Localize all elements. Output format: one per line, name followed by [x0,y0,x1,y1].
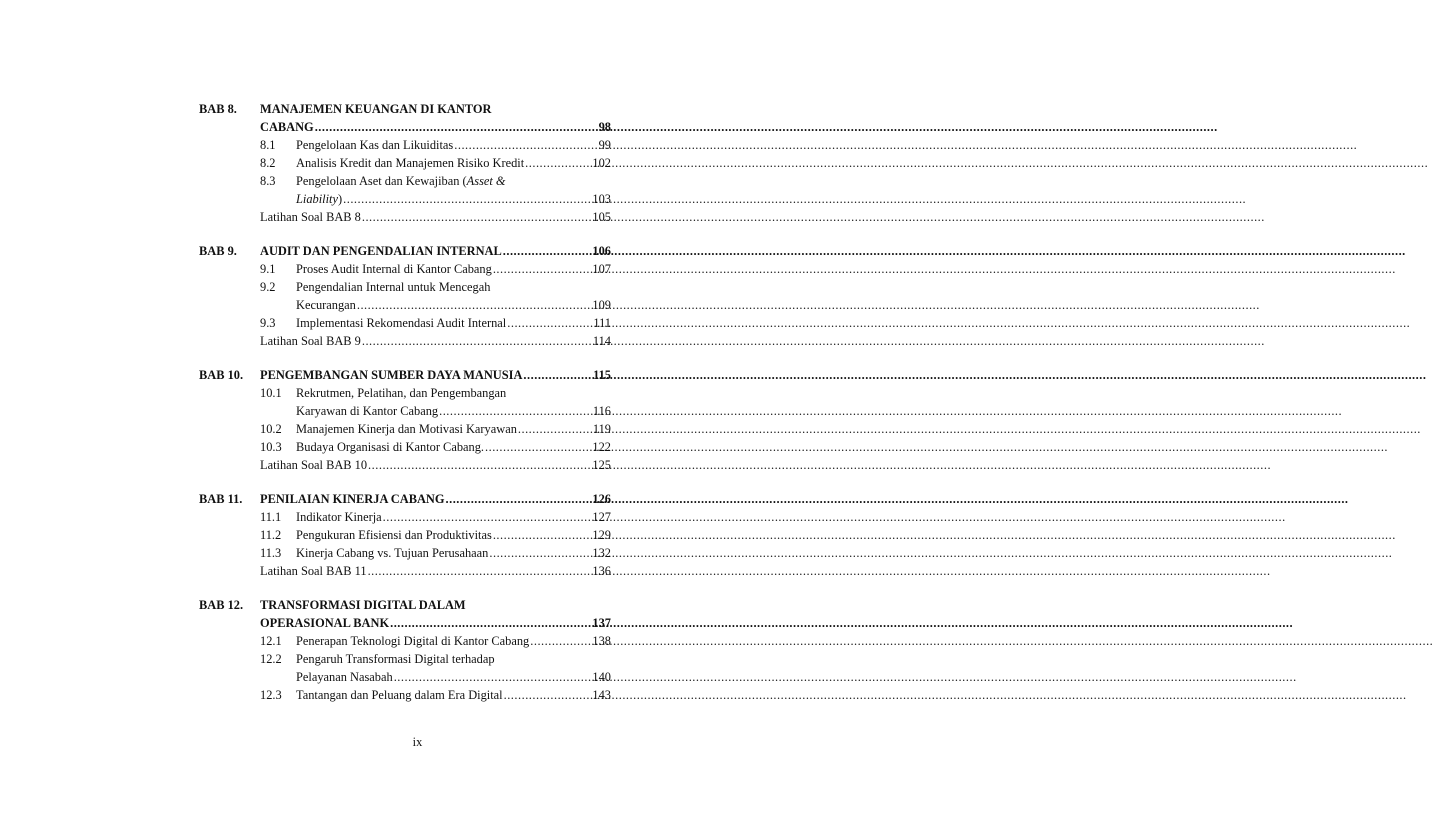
page-number: 129 [592,528,611,542]
page-number: 125 [592,458,611,472]
dot-leader [343,190,591,208]
page-number: 137 [592,616,611,630]
exercise-entry [260,332,611,350]
page-number: 115 [593,368,611,382]
chapter-heading [199,242,611,260]
section-number: 8.1 [260,138,276,152]
section-number: 9.1 [260,262,276,276]
section-number: 11.1 [260,510,282,524]
section-number: 12.3 [260,688,282,702]
page-number: 126 [592,492,611,506]
page-number: 107 [592,262,611,276]
chapter-heading [199,596,611,614]
chapter-bab-9 [199,242,611,350]
dot-leader [489,544,591,562]
chapter-label: BAB 10. [199,368,244,382]
exercise-title: Latihan Soal BAB 10 [260,458,368,472]
chapter-label: BAB 8. [199,102,237,116]
section-title: Pengaruh Transformasi Digital terhadap [296,652,495,666]
section-entry [260,154,611,172]
chapter-heading [199,490,611,508]
dot-leader [315,118,598,136]
section-entry [260,508,611,526]
section-number: 9.2 [260,280,276,294]
page-number: 109 [592,298,611,312]
page-number: 102 [592,156,611,170]
page-number: 127 [592,510,611,524]
section-title: Budaya Organisasi di Kantor Cabang. [296,440,485,454]
section-title-italic: Liability [296,192,338,206]
dot-leader [383,508,592,526]
section-title: Pengendalian Internal untuk Mencegah [296,280,491,294]
section-entry [260,314,611,332]
chapter-title: CABANG [260,120,314,134]
chapter-bab-12 [199,596,611,704]
chapter-bab-8 [199,100,611,226]
exercise-entry [260,456,611,474]
chapter-title: AUDIT DAN PENGENDALIAN INTERNAL [260,244,502,258]
dot-leader [357,296,592,314]
dot-leader [507,314,592,332]
dot-leader [368,456,591,474]
chapter-heading-continued [260,118,611,136]
section-number: 10.3 [260,440,282,454]
section-title: Pengelolaan Kas dan Likuiditas [296,138,454,152]
exercise-entry [260,562,611,580]
chapter-label: BAB 9. [199,244,237,258]
section-number: 12.2 [260,652,282,666]
dot-leader [394,668,592,686]
chapter-label: BAB 12. [199,598,244,612]
dot-leader [390,614,591,632]
chapter-heading [199,100,611,118]
page-number: 103 [592,192,611,206]
section-entry [260,384,611,402]
exercise-title: Latihan Soal BAB 8 [260,210,361,224]
section-entry [260,172,611,190]
dot-leader [485,438,591,456]
section-entry [260,544,611,562]
section-title: Kinerja Cabang vs. Tujuan Perusahaan [296,546,489,560]
exercise-title: Latihan Soal BAB 11 [260,564,367,578]
section-title: Pelayanan Nasabah [296,670,393,684]
dot-leader [504,686,592,704]
chapter-bab-10 [199,366,611,474]
section-title: Manajemen Kinerja dan Motivasi Karyawan [296,422,517,436]
dot-leader [362,332,592,350]
section-title: Tantangan dan Peluang dalam Era Digital [296,688,503,702]
section-entry [260,278,611,296]
page-number: 106 [592,244,611,258]
section-entry-continued [296,296,611,314]
section-entry [260,136,611,154]
section-number: 11.2 [260,528,282,542]
section-number: 10.2 [260,422,282,436]
section-number: 8.2 [260,156,276,170]
chapter-bab-11 [199,490,611,580]
page-folio: ix [412,735,423,749]
page-number: 138 [592,634,611,648]
section-number: 12.1 [260,634,282,648]
section-title: Kecurangan [296,298,356,312]
section-entry [260,438,611,456]
page-number: 105 [592,210,611,224]
page-number: 99 [598,138,611,152]
section-title: Implementasi Rekomendasi Audit Internal [296,316,507,330]
chapter-title: OPERASIONAL BANK [260,616,390,630]
page-number: 98 [598,120,611,134]
section-entry-continued [296,668,611,686]
dot-leader [503,242,592,260]
section-number: 11.3 [260,546,282,560]
dot-leader [493,260,592,278]
dot-leader [362,208,592,226]
dot-leader [446,490,592,508]
dot-leader [493,526,592,544]
page-number: 111 [593,316,611,330]
section-title-italic: Asset & [466,174,506,188]
section-title-text: Pengelolaan Aset dan Kewajiban ( [296,174,467,188]
page-number: 119 [592,422,611,436]
section-entry [260,686,611,704]
page-number: 114 [592,334,611,348]
dot-leader [368,562,592,580]
chapter-heading [199,366,611,384]
dot-leader [454,136,597,154]
exercise-entry [260,208,611,226]
page-number: 122 [592,440,611,454]
chapter-title: PENILAIAN KINERJA CABANG [260,492,445,506]
section-title: Pengukuran Efisiensi dan Produktivitas [296,528,492,542]
section-title [296,190,342,208]
table-of-contents [199,100,611,704]
chapter-label: BAB 11. [199,492,243,506]
chapter-heading-continued [260,614,611,632]
dot-leader [525,154,591,172]
page-number: 136 [592,564,611,578]
exercise-title: Latihan Soal BAB 9 [260,334,361,348]
section-title: Proses Audit Internal di Kantor Cabang [296,262,492,276]
section-entry [260,632,611,650]
page-number: 132 [592,546,611,560]
section-entry-continued [296,402,611,420]
section-title: Indikator Kinerja [296,510,382,524]
section-title: Rekrutmen, Pelatihan, dan Pengembangan [296,386,507,400]
section-title: Karyawan di Kantor Cabang [296,404,439,418]
section-number: 10.1 [260,386,282,400]
section-number: 9.3 [260,316,276,330]
chapter-title: PENGEMBANGAN SUMBER DAYA MANUSIA [260,368,523,382]
page-number: 116 [592,404,611,418]
dot-leader [530,632,591,650]
dot-leader [439,402,592,420]
page-number: 140 [592,670,611,684]
section-number: 8.3 [260,174,276,188]
section-entry [260,260,611,278]
section-title: Analisis Kredit dan Manajemen Risiko Kredit [296,156,525,170]
dot-leader [523,366,592,384]
dot-leader [518,420,592,438]
chapter-title: MANAJEMEN KEUANGAN DI KANTOR [260,102,492,116]
section-entry [260,650,611,668]
section-entry-continued [296,190,611,208]
page-number: 143 [592,688,611,702]
section-title: Penerapan Teknologi Digital di Kantor Cabang [296,634,530,648]
chapter-title: TRANSFORMASI DIGITAL DALAM [260,598,466,612]
section-entry [260,420,611,438]
section-entry [260,526,611,544]
section-title-text: ) [338,192,343,206]
section-title [296,172,506,190]
